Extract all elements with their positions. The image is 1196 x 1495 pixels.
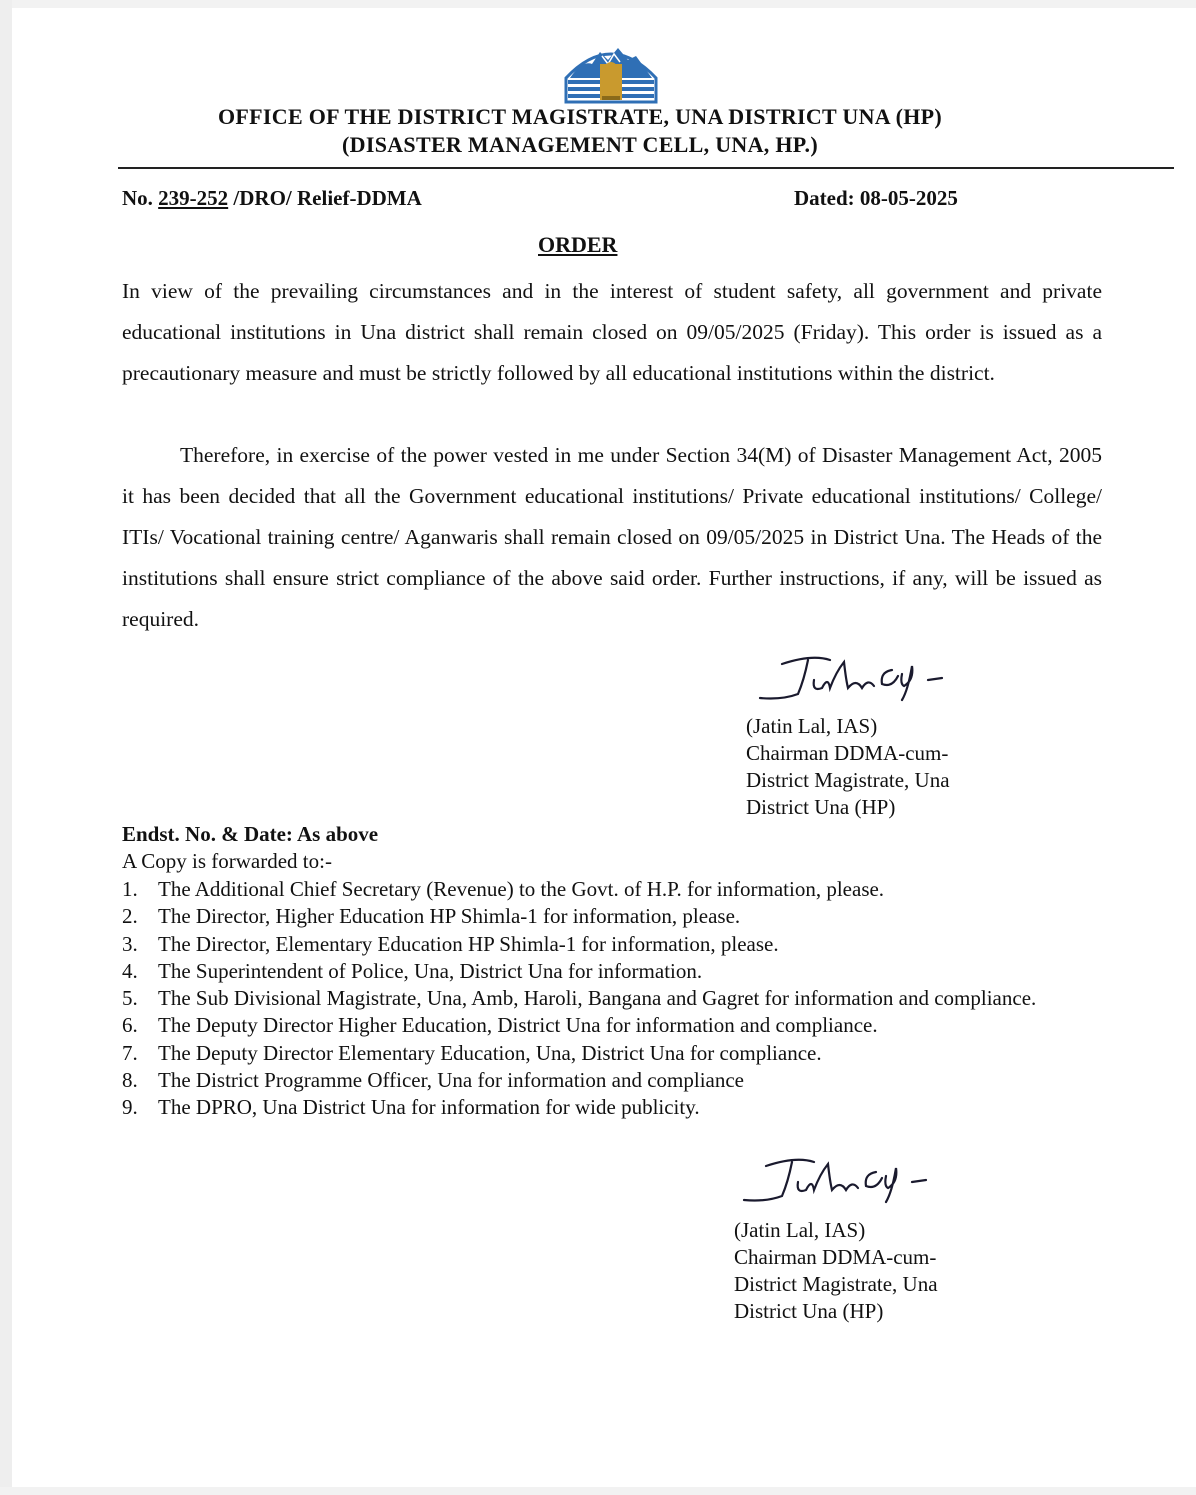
- signatory-location: District Una (HP): [746, 795, 896, 819]
- page-bottom-edge: [0, 1487, 1196, 1495]
- office-subtitle: (DISASTER MANAGEMENT CELL, UNA, HP.): [342, 132, 818, 157]
- list-item-number: 7.: [122, 1040, 138, 1065]
- state-emblem-logo: [562, 38, 660, 106]
- signatory-designation-2: District Magistrate, Una: [734, 1272, 938, 1296]
- list-item-text: The Sub Divisional Magistrate, Una, Amb, Haroli, Bangana and Gagret for information and compliance.: [158, 986, 1037, 1011]
- signatory-block-2: [734, 1217, 938, 1325]
- list-item: [122, 931, 1102, 958]
- list-item: [122, 958, 1102, 985]
- list-item-number: 8.: [122, 1068, 138, 1093]
- list-item: [122, 985, 1102, 1012]
- signatory-location: District Una (HP): [734, 1299, 884, 1323]
- list-item-text: The District Programme Officer, Una for information and compliance: [158, 1068, 744, 1093]
- reference-date: Dated: 08-05-2025: [794, 186, 958, 210]
- list-item: [122, 1094, 1102, 1121]
- order-paragraph-1: In view of the prevailing circumstances and in the interest of student safety, all government and private educational institutions in Una district shall remain closed on 09/05/2025 (Friday). This order is issued as a precautionary measure and must be strictly followed by all educational institutions within the district.: [122, 279, 1102, 385]
- list-item-number: 3.: [122, 931, 138, 956]
- list-item-number: 9.: [122, 1095, 138, 1120]
- header-divider: [118, 167, 1174, 169]
- list-item-text: The Superintendent of Police, Una, District Una for information.: [158, 958, 703, 983]
- endorsement-label: Endst. No. & Date: As above: [122, 822, 379, 846]
- list-item: [122, 1067, 1102, 1094]
- list-item-text: The DPRO, Una District Una for information for wide publicity.: [158, 1095, 700, 1120]
- list-item-number: 4.: [122, 958, 138, 983]
- signatory-designation: Chairman DDMA-cum-: [746, 741, 949, 765]
- reference-suffix: /DRO/ Relief-DDMA: [228, 186, 422, 210]
- signatory-name: (Jatin Lal, IAS): [734, 1218, 866, 1242]
- list-item-text: The Deputy Director Elementary Education, Una, District Una for compliance.: [158, 1040, 822, 1065]
- list-item: [122, 903, 1102, 930]
- signature-image-2: [736, 1152, 936, 1212]
- reference-serial: 239-252: [158, 186, 229, 210]
- list-item-number: 2.: [122, 904, 138, 929]
- office-title: OFFICE OF THE DISTRICT MAGISTRATE, UNA DISTRICT UNA (HP): [218, 104, 942, 129]
- list-item: [122, 1012, 1102, 1039]
- signatory-designation: Chairman DDMA-cum-: [734, 1245, 937, 1269]
- list-item-number: 6.: [122, 1013, 138, 1038]
- list-item-text: The Deputy Director Higher Education, District Una for information and compliance.: [158, 1013, 878, 1038]
- order-title: ORDER: [538, 232, 618, 257]
- list-item-text: The Director, Elementary Education HP Shimla-1 for information, please.: [158, 931, 779, 956]
- signatory-block: [746, 713, 950, 821]
- forwarded-label: A Copy is forwarded to:-: [122, 849, 332, 873]
- list-item-number: 5.: [122, 986, 138, 1011]
- list-item: [122, 876, 1102, 903]
- list-item-text: The Director, Higher Education HP Shimla-1 for information, please.: [158, 904, 741, 929]
- reference-number: [122, 186, 422, 211]
- list-item-number: 1.: [122, 877, 138, 901]
- order-paragraph-2: Therefore, in exercise of the power vested in me under Section 34(M) of Disaster Management Act, 2005 it has been decided that all the Government educational institutions/ Private educational institutions/ College/ ITIs/ Vocational training centre/ Aganwaris shall remain closed on 09/05/2025 in District Una. The Heads of the institutions shall ensure strict compliance of the above said order. Further instructions, if any, will be issued as required.: [122, 443, 1102, 631]
- signature-image: [752, 650, 952, 710]
- signatory-name: (Jatin Lal, IAS): [746, 714, 878, 738]
- signatory-designation-2: District Magistrate, Una: [746, 768, 950, 792]
- page-left-edge: [0, 0, 12, 1495]
- list-item: [122, 1040, 1102, 1067]
- copy-recipients-list: [122, 876, 1102, 1122]
- list-item-text: The Additional Chief Secretary (Revenue) to the Govt. of H.P. for information, please.: [158, 877, 885, 901]
- page-top-edge: [0, 0, 1196, 8]
- reference-prefix: No.: [122, 186, 159, 210]
